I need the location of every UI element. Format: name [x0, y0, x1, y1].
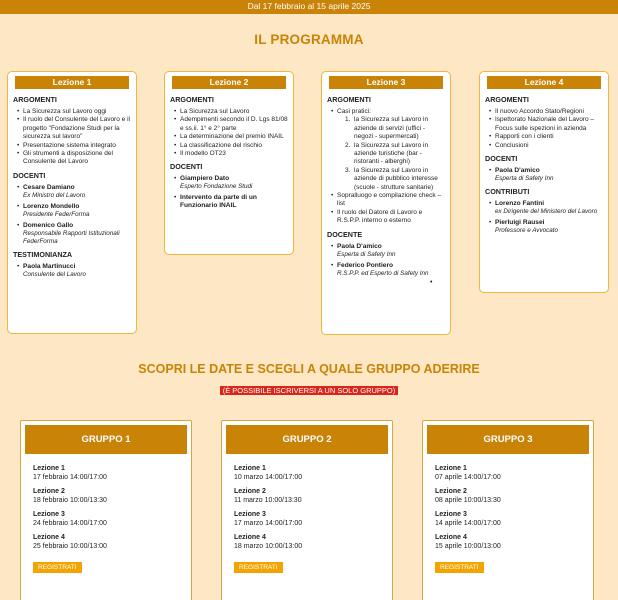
- case-item: 2. la Sicurezza sul Lavoro in aziende turistiche (bar - ristoranti - alberghi): [345, 141, 429, 166]
- cases-list: [345, 116, 445, 192]
- teacher-role: Esperta di Safety Inn: [495, 175, 554, 183]
- teacher: [174, 194, 288, 210]
- section-label: ARGOMENTI: [13, 95, 57, 104]
- contributor-role: Professore e Avvocato: [495, 227, 559, 235]
- lesson-card-3: [321, 71, 451, 335]
- group-card-1: [20, 420, 192, 600]
- cases-label: Casi pratici:: [337, 108, 371, 115]
- list-item: • Il ruolo del Datore di Lavoro e R.S.P.P. interno o esterno: [331, 209, 445, 226]
- group-title: GRUPPO 3: [427, 425, 589, 454]
- register-button[interactable]: REGISTRATI: [435, 562, 484, 573]
- topic-list: [174, 108, 288, 158]
- group-card-2: [221, 420, 393, 600]
- contributor-name: • Pierluigi Rausei: [495, 219, 545, 227]
- teacher-role: Responsabile Rapporti Istituzionali FederForma: [23, 229, 120, 245]
- list-item: [331, 108, 445, 192]
- schedule-item: Lezione 1 07 aprile 14:00/17:00: [435, 465, 501, 481]
- decorative-dot: •: [430, 279, 433, 286]
- teacher-role: Esperta di Safety Inn: [337, 250, 396, 258]
- list-item: • La Sicurezza sul Lavoro oggi: [17, 108, 131, 116]
- list-item: • Ispettorato Nazionale del Lavoro – Focus sulle ispezioni in azienda: [489, 116, 603, 133]
- list-item: • Adempimenti secondo il D. Lgs 81/08 e ss.ii. 1° e 2° parte: [174, 116, 288, 133]
- schedule-item: Lezione 1 10 marzo 14:00/17:00: [234, 465, 303, 481]
- list-item: • La determinazione del premio INAIL: [174, 133, 288, 141]
- schedule-item: Lezione 1 17 febbraio 14:00/17:00: [33, 465, 107, 481]
- lesson-card-1: [7, 71, 137, 334]
- list-item: • La classificazione del rischio: [174, 142, 288, 150]
- top-banner: Dal 17 febbraio al 15 aprile 2025: [0, 0, 618, 14]
- teacher-name: • Giampiero Dato: [180, 175, 230, 183]
- list-item: • Conclusioni: [489, 142, 603, 150]
- groups-note-text: (È POSSIBILE ISCRIVERSI A UN SOLO GRUPPO): [220, 386, 399, 395]
- contributor: [489, 219, 603, 235]
- list-item: • Il nuovo Accordo Stato/Regioni: [489, 108, 603, 116]
- section-label: DOCENTI: [485, 154, 518, 164]
- lesson-card-4: [479, 71, 609, 293]
- teacher: [17, 184, 131, 200]
- list-item: • La Sicurezza sul Lavoro: [174, 108, 288, 116]
- testimonial-name: • Paola Martinucci: [23, 262, 76, 270]
- teacher: [331, 262, 445, 278]
- program-title: IL PROGRAMMA: [254, 32, 364, 47]
- group-title: GRUPPO 2: [226, 425, 388, 454]
- section-label: TESTIMONIANZA: [13, 249, 73, 259]
- case-item: 1. la Sicurezza sul Lavoro in aziende di servizi (uffici - negozi - supermercati): [345, 116, 429, 141]
- teacher: [174, 175, 288, 191]
- section-label: DOCENTI: [13, 170, 46, 180]
- teacher: [489, 167, 603, 183]
- lesson-title: Lezione 1: [15, 76, 129, 89]
- schedule-item: Lezione 2 18 febbraio 10:00/13:30: [33, 488, 107, 504]
- topic-list: [489, 108, 603, 150]
- groups-title: SCOPRI LE DATE E SCEGLI A QUALE GRUPPO ADERIRE: [138, 362, 480, 376]
- contributor-name: • Lorenzo Fantini: [495, 200, 545, 208]
- schedule-item: Lezione 4 15 aprile 10:00/13:00: [435, 534, 501, 550]
- section-label: CONTRIBUTI: [485, 187, 530, 197]
- teacher: [331, 243, 445, 259]
- section-label: DOCENTE: [327, 229, 363, 239]
- schedule-item: Lezione 2 08 aprile 10:00/13:30: [435, 488, 501, 504]
- topic-list: [17, 108, 131, 167]
- teacher-role: R.S.P.P. ed Esperto di Safety Inn: [337, 269, 429, 277]
- lesson-title: Lezione 3: [329, 76, 443, 89]
- lesson-title: Lezione 2: [172, 76, 286, 89]
- register-button[interactable]: REGISTRATI: [33, 562, 82, 573]
- topic-list: [331, 108, 445, 226]
- contributor-role: ex Dirigente del Ministero del Lavoro: [495, 208, 598, 216]
- teacher-role: Ex Ministro del Lavoro: [23, 191, 86, 199]
- schedule-item: Lezione 4 25 febbraio 10:00/13:00: [33, 534, 107, 550]
- teacher-name: • Domenico Gallo: [23, 221, 74, 229]
- schedule-item: Lezione 4 18 marzo 10:00/13:00: [234, 534, 303, 550]
- groups-note: [0, 380, 618, 398]
- testimonial-role: Consulente del Lavoro: [23, 270, 87, 278]
- schedule-item: Lezione 3 17 marzo 14:00/17:00: [234, 511, 303, 527]
- testimonial: [17, 263, 131, 279]
- schedule-item: Lezione 2 11 marzo 10:00/13:30: [234, 488, 302, 504]
- contributor: [489, 200, 603, 216]
- teacher-name: • Federico Pontiero: [337, 261, 394, 269]
- group-title: GRUPPO 1: [25, 425, 187, 454]
- teacher-name: • Paola D'amico: [495, 167, 540, 175]
- teacher-name: • Intervento da parte di un Funzionario INAIL: [180, 194, 257, 210]
- teacher-name: • Paola D'amico: [337, 242, 382, 250]
- list-item: • Sopralluogo e compilazione check – list: [331, 192, 445, 209]
- list-item: • Il modello OT23: [174, 150, 288, 158]
- list-item: • Gli strumenti a disposizione del Consulente del Lavoro: [17, 150, 131, 167]
- teacher: [17, 222, 131, 246]
- section-label: DOCENTI: [170, 162, 203, 172]
- group-card-3: [422, 420, 594, 600]
- teacher-name: • Lorenzo Mondello: [23, 202, 80, 210]
- teacher-name: • Cesare Damiano: [23, 183, 75, 191]
- list-item: • Presentazione sistema integrato: [17, 142, 131, 150]
- schedule-item: Lezione 3 14 aprile 14:00/17:00: [435, 511, 501, 527]
- lesson-title: Lezione 4: [487, 76, 601, 89]
- section-label: ARGOMENTI: [170, 95, 214, 104]
- lesson-card-2: [164, 71, 294, 255]
- teacher-role: Esperto Fondazione Studi: [180, 183, 253, 191]
- list-item: • Il ruolo del Consulente del Lavoro e il progetto "Fondazione Studi per la sicurezza sul lavoro": [17, 116, 131, 141]
- list-item: • Rapporti con i clienti: [489, 133, 603, 141]
- section-label: ARGOMENTI: [327, 95, 371, 104]
- register-button[interactable]: REGISTRATI: [234, 562, 283, 573]
- section-label: ARGOMENTI: [485, 95, 529, 104]
- schedule-item: Lezione 3 24 febbraio 14:00/17:00: [33, 511, 107, 527]
- case-item: 3. la Sicurezza sul Lavoro in aziende di pubblico interesse (scuole - strutture sanitarie): [345, 166, 438, 191]
- teacher-role: Presidente FederForma: [23, 210, 90, 218]
- teacher: [17, 203, 131, 219]
